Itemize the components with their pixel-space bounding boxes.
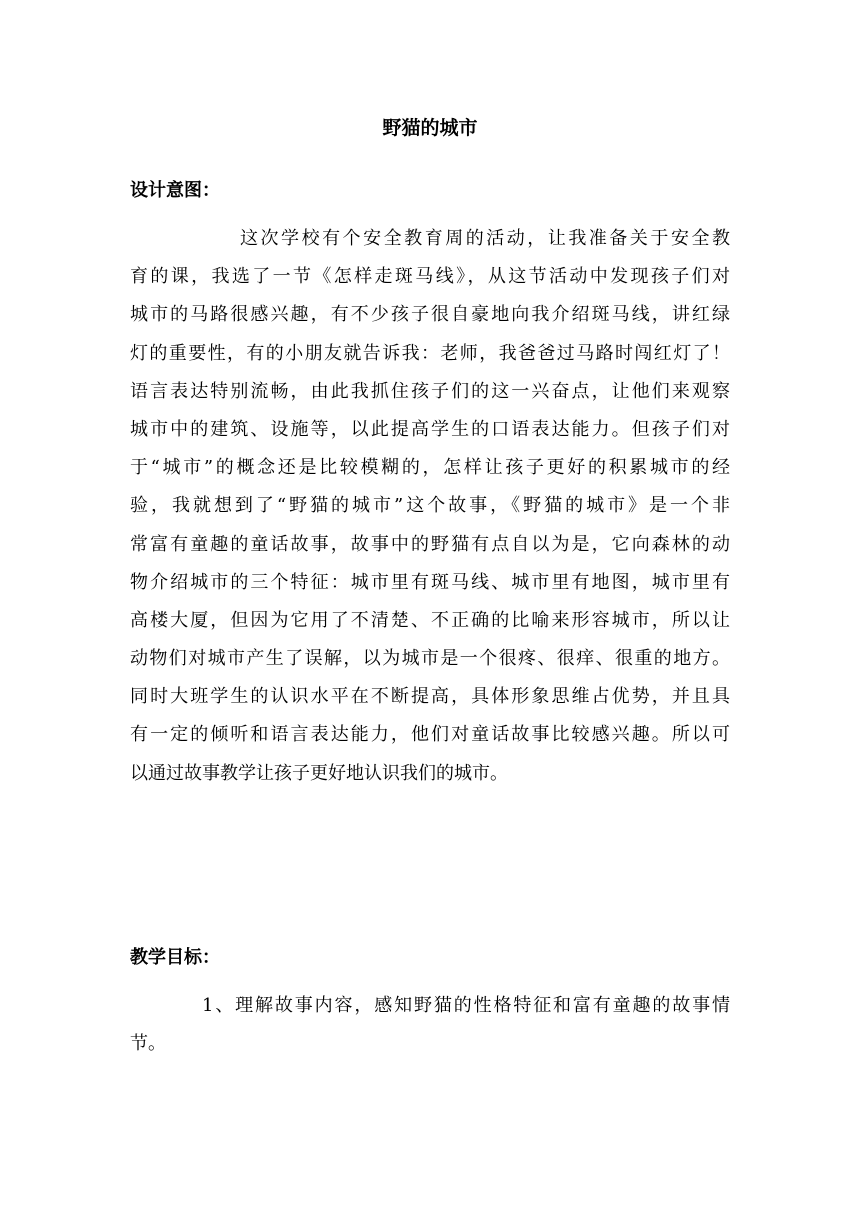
paragraph-line: 语言表达特别流畅，由此我抓住孩子们的这一兴奋点，让他们来观察	[130, 380, 730, 402]
paragraph-line: 育的课，我选了一节《怎样走斑马线》，从这节活动中发现孩子们对	[130, 266, 730, 288]
paragraph-line: 城市中的建筑、设施等，以此提高学生的口语表达能力。但孩子们对	[130, 418, 730, 440]
paragraph-line: 高楼大厦，但因为它用了不清楚、不正确的比喻来形容城市，所以让	[130, 609, 730, 631]
document-title: 野猫的城市	[382, 117, 478, 139]
paragraph-line: 常富有童趣的童话故事，故事中的野猫有点自以为是，它向森林的动	[130, 533, 730, 555]
paragraph-line: 验，我就想到了“野猫的城市”这个故事，《野猫的城市》是一个非	[130, 495, 730, 517]
paragraph-line: 灯的重要性，有的小朋友就告诉我：老师，我爸爸过马路时闯红灯了！	[130, 342, 730, 364]
section-heading-design-intent: 设计意图：	[130, 180, 220, 201]
paragraph-line: 同时大班学生的认识水平在不断提高，具体形象思维占优势，并且具	[130, 686, 730, 708]
goal-line: 节。	[130, 1033, 166, 1055]
paragraph-line: 动物们对城市产生了误解，以为城市是一个很疼、很痒、很重的地方。	[130, 648, 730, 670]
goal-line: 1、理解故事内容，感知野猫的性格特征和富有童趣的故事情	[202, 995, 730, 1016]
section-heading-teaching-goals: 教学目标：	[130, 947, 220, 968]
paragraph-line: 以通过故事教学让孩子更好地认识我们的城市。	[130, 762, 508, 784]
design-intent-paragraph	[130, 220, 730, 793]
paragraph-line: 于“城市”的概念还是比较模糊的，怎样让孩子更好的积累城市的经	[130, 457, 730, 479]
teaching-goals-paragraph	[130, 987, 730, 1063]
paragraph-line: 物介绍城市的三个特征：城市里有斑马线、城市里有地图，城市里有	[130, 571, 730, 593]
paragraph-line: 有一定的倾听和语言表达能力，他们对童话故事比较感兴趣。所以可	[130, 724, 730, 746]
paragraph-line: 这次学校有个安全教育周的活动，让我准备关于安全教	[240, 228, 730, 249]
paragraph-line: 城市的马路很感兴趣，有不少孩子很自豪地向我介绍斑马线，讲红绿	[130, 304, 730, 326]
